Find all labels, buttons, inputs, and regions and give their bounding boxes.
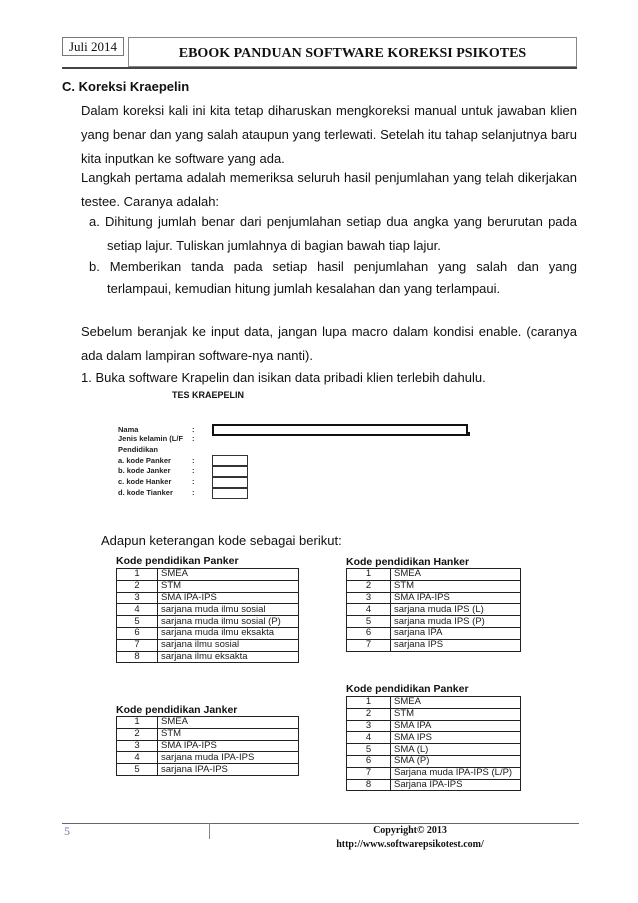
code-cell: 8: [347, 779, 391, 791]
code-cell: 6: [347, 755, 391, 767]
code-cell: 2: [117, 580, 158, 592]
form-label-hanker: c. kode Hanker: [118, 477, 172, 486]
education-cell: sarjana muda IPA-IPS: [158, 752, 299, 764]
code-cell: 3: [347, 720, 391, 732]
table-panker-right: [346, 696, 521, 791]
table-hanker: [346, 568, 521, 652]
table-row: [117, 604, 299, 616]
education-cell: SMA IPA: [391, 720, 521, 732]
code-cell: 1: [117, 569, 158, 581]
form-label-janker: b. kode Janker: [118, 466, 171, 475]
header-date: Juli 2014: [62, 37, 124, 56]
table-row: [347, 732, 521, 744]
table-row: [117, 580, 299, 592]
table-row: [347, 708, 521, 720]
education-cell: SMA IPA-IPS: [391, 592, 521, 604]
form-colon: :: [192, 477, 195, 486]
table-row: [347, 744, 521, 756]
table-row: [347, 616, 521, 628]
table-row: [347, 639, 521, 651]
form-colon: :: [192, 425, 195, 434]
table-title-hanker: Kode pendidikan Hanker: [346, 556, 470, 568]
para1-line1: Dalam koreksi kali ini kita tetap diharuskan mengkoreksi manual untuk jawaban klien: [81, 103, 577, 118]
header-divider: [62, 67, 577, 69]
education-cell: sarjana IPS: [391, 639, 521, 651]
cell-handle: [466, 432, 470, 436]
form-label-tianker: d. kode Tianker: [118, 488, 173, 497]
table-row: [117, 752, 299, 764]
table-janker: [116, 716, 299, 776]
table-row: [117, 764, 299, 776]
list-b-line2: terlampaui, kemudian hitung jumlah kesalahan dan yang terlampaui.: [107, 281, 501, 296]
code-cell: 7: [117, 639, 158, 651]
code-cell: 2: [347, 708, 391, 720]
code-cell: 4: [117, 604, 158, 616]
table-row: [347, 627, 521, 639]
education-cell: STM: [158, 580, 299, 592]
panker-code-input[interactable]: [212, 455, 248, 466]
para1-line2: yang benar dan yang salah ataupun yang terlewati. Setelah itu tahap selanjutnya baru: [81, 127, 577, 142]
code-cell: 2: [117, 728, 158, 740]
footer-url[interactable]: http://www.softwarepsikotest.com/: [336, 839, 484, 850]
para1-line3: kita inputkan ke software yang ada.: [81, 151, 285, 166]
table-row: [117, 616, 299, 628]
table-panker-left: [116, 568, 299, 663]
education-cell: Sarjana IPA-IPS: [391, 779, 521, 791]
code-cell: 7: [347, 767, 391, 779]
table-row: [347, 755, 521, 767]
education-cell: sarjana muda IPS (P): [391, 616, 521, 628]
table-title-panker-left: Kode pendidikan Panker: [116, 555, 239, 567]
table-row: [347, 569, 521, 581]
education-cell: sarjana IPA: [391, 627, 521, 639]
section-heading: C. Koreksi Kraepelin: [62, 79, 190, 94]
table-row: [117, 569, 299, 581]
education-cell: SMEA: [158, 717, 299, 729]
education-cell: SMEA: [391, 569, 521, 581]
code-cell: 5: [117, 616, 158, 628]
code-cell: 6: [347, 627, 391, 639]
codes-intro: Adapun keterangan kode sebagai berikut:: [101, 533, 342, 548]
form-colon: :: [192, 434, 195, 443]
education-cell: SMA (P): [391, 755, 521, 767]
education-cell: sarjana ilmu eksakta: [158, 651, 299, 663]
footer-copyright: Copyright© 2013: [373, 825, 447, 836]
code-cell: 3: [117, 740, 158, 752]
education-cell: sarjana muda ilmu sosial (P): [158, 616, 299, 628]
form-colon: :: [192, 456, 195, 465]
code-cell: 1: [347, 697, 391, 709]
education-cell: STM: [391, 708, 521, 720]
table-row: [117, 728, 299, 740]
code-cell: 6: [117, 627, 158, 639]
education-cell: SMEA: [158, 569, 299, 581]
janker-code-input[interactable]: [212, 466, 248, 477]
list-a-line1: a. Dihitung jumlah benar dari penjumlahan setiap dua angka yang berurutan pada: [89, 214, 577, 229]
education-cell: SMEA: [391, 697, 521, 709]
table-row: [117, 740, 299, 752]
code-cell: 8: [117, 651, 158, 663]
table-row: [347, 697, 521, 709]
form-label-pendidikan: Pendidikan: [118, 445, 159, 454]
education-cell: sarjana muda ilmu sosial: [158, 604, 299, 616]
education-cell: sarjana IPA-IPS: [158, 764, 299, 776]
education-cell: sarjana ilmu sosial: [158, 639, 299, 651]
table-row: [117, 627, 299, 639]
code-cell: 4: [117, 752, 158, 764]
list-a-line2: setiap lajur. Tuliskan jumlahnya di bagian bawah tiap lajur.: [107, 238, 441, 253]
form-colon: :: [192, 466, 195, 475]
table-row: [347, 779, 521, 791]
education-cell: sarjana muda ilmu eksakta: [158, 627, 299, 639]
tianker-code-input[interactable]: [212, 488, 248, 499]
table-row: [347, 604, 521, 616]
education-cell: STM: [391, 580, 521, 592]
table-row: [347, 767, 521, 779]
code-cell: 4: [347, 604, 391, 616]
form-title: TES KRAEPELIN: [172, 390, 245, 400]
table-row: [117, 651, 299, 663]
code-cell: 1: [347, 569, 391, 581]
form-label-panker: a. kode Panker: [118, 456, 171, 465]
para3-line2: ada dalam lampiran software-nya nanti).: [81, 348, 313, 363]
table-row: [117, 592, 299, 604]
form-label-nama: Nama: [118, 425, 139, 434]
code-cell: 1: [117, 717, 158, 729]
education-cell: SMA (L): [391, 744, 521, 756]
para2-line1: Langkah pertama adalah memeriksa seluruh hasil penjumlahan yang telah dikerjakan: [81, 170, 577, 185]
para2-line2: testee. Caranya adalah:: [81, 194, 220, 209]
code-cell: 3: [347, 592, 391, 604]
table-row: [347, 720, 521, 732]
education-cell: SMA IPA-IPS: [158, 592, 299, 604]
form-label-jenis-kelamin: Jenis kelamin (L/F: [118, 434, 184, 443]
education-cell: Sarjana muda IPA-IPS (L/P): [391, 767, 521, 779]
code-cell: 5: [347, 616, 391, 628]
table-title-panker-right: Kode pendidikan Panker: [346, 683, 469, 695]
code-cell: 2: [347, 580, 391, 592]
header-title: EBOOK PANDUAN SOFTWARE KOREKSI PSIKOTES: [178, 46, 527, 61]
list-b-line1: b. Memberikan tanda pada setiap hasil penjumlahan yang salah dan yang: [89, 259, 577, 274]
education-cell: STM: [158, 728, 299, 740]
education-cell: SMA IPA-IPS: [158, 740, 299, 752]
code-cell: 7: [347, 639, 391, 651]
step1-text: 1. Buka software Krapelin dan isikan data pribadi klien terlebih dahulu.: [81, 370, 486, 385]
hanker-code-input[interactable]: [212, 477, 248, 488]
code-cell: 5: [117, 764, 158, 776]
code-cell: 4: [347, 732, 391, 744]
code-cell: 3: [117, 592, 158, 604]
table-row: [347, 592, 521, 604]
form-colon: :: [192, 488, 195, 497]
table-title-janker: Kode pendidikan Janker: [116, 704, 238, 716]
table-row: [347, 580, 521, 592]
page-number: 5: [62, 823, 210, 839]
table-row: [117, 639, 299, 651]
para3-line1: Sebelum beranjak ke input data, jangan lupa macro dalam kondisi enable. (caranya: [81, 324, 577, 339]
code-cell: 5: [347, 744, 391, 756]
education-cell: SMA IPS: [391, 732, 521, 744]
education-cell: sarjana muda IPS (L): [391, 604, 521, 616]
name-input-box[interactable]: [212, 424, 468, 436]
table-row: [117, 717, 299, 729]
